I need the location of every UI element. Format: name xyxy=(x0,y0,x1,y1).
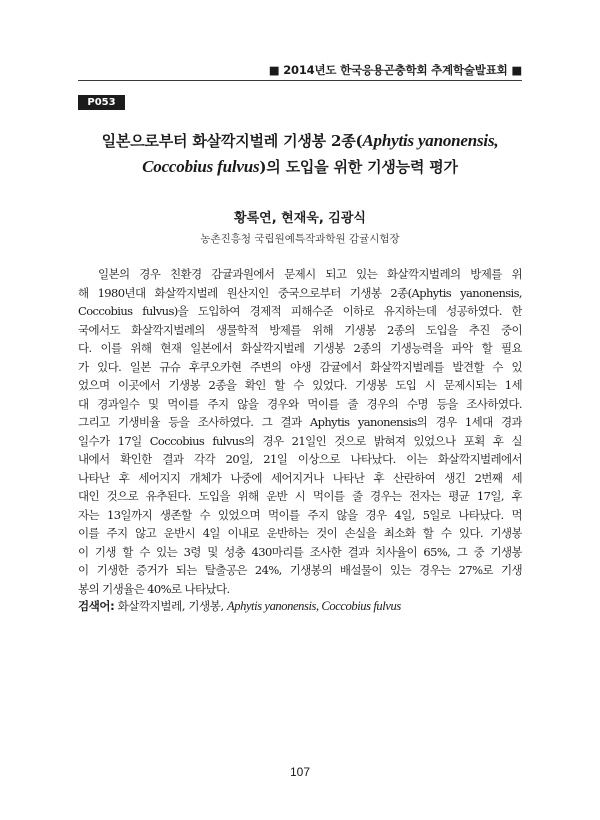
abstract-line: 해 1980년대 화살깍지벌레 원산지인 중국으로부터 기생봉 2종(Aphytis yanonensis, xyxy=(78,285,522,300)
abstract-line: 가 있다. 일본 규슈 후쿠오카현 주변의 야생 감귤에서 화살깍지벌레를 발견할 수 있 xyxy=(78,359,522,374)
abstract-line: 이를 주지 않고 운반시 4일 이내로 운반하는 것이 손실을 최소화 할 수 있다. 기생봉 xyxy=(78,526,522,540)
page-number: 107 xyxy=(289,765,311,779)
authors: 황록연, 현재욱, 김광식 xyxy=(234,211,366,226)
abstract-line: 봉의 기생율은 40%로 나타났다. xyxy=(78,581,230,596)
abstract-line: 일본의 경우 친환경 감귤과원에서 문제시 되고 있는 화살깍지벌레의 방제를 위 xyxy=(98,267,522,281)
abstract-line: 나타난 후 세어지지 개체가 나중에 세어지거나 나타난 후 산란하여 생긴 2번째 세 xyxy=(78,470,522,485)
title-suffix: )의 도입을 위한 기생능력 평가 xyxy=(259,158,458,176)
abstract-line: 이 기생 할 수 있는 3령 및 성충 430마리를 조사한 결과 치사율이 65%, 그 중 기생봉 xyxy=(78,544,522,559)
abstract-line: 다. 이를 위해 현재 일본에서 화살깍지벌레 기생봉 2종의 기생능력을 파악 할 필요 xyxy=(78,341,522,355)
paper-code-badge: P053 xyxy=(78,95,125,110)
header-divider xyxy=(78,80,522,81)
abstract-line: 내에서 확인한 결과 각각 20일, 21일 이상으로 나타났다. 이는 화살깍지벌레에서 xyxy=(78,452,522,466)
title-line-2 xyxy=(78,154,522,180)
title-prefix: 일본으로부터 화살깍지벌레 기생봉 2종( xyxy=(101,132,363,150)
abstract-line: 대인 것으로 유추된다. 도입을 위해 운반 시 먹이를 줄 경우는 전자는 평균 17일, 후 xyxy=(78,489,522,503)
paper-title xyxy=(78,128,522,180)
keywords-label: 검색어: xyxy=(78,599,115,613)
abstract-line: 그리고 기생비율 등을 조사하였다. 그 결과 Aphytis yanonensis의 경우 1세대 경과 xyxy=(78,415,522,429)
abstract-line: 이 기생한 증거가 되는 탈출공은 24%, 기생봉의 배설물이 있는 경우는 27%로 기생 xyxy=(78,563,522,577)
title-line-1 xyxy=(78,128,522,154)
keywords xyxy=(78,598,522,614)
abstract-line: Coccobius fulvus)을 도입하여 경제적 피해수준 이하로 유지하는데 성공하였다. 한 xyxy=(78,304,522,318)
keywords-species: Aphytis yanonensis, Coccobius fulvus xyxy=(227,599,401,613)
title-species-2: Coccobius fulvus xyxy=(142,157,260,176)
abstract-line: 일수가 17일 Coccobius fulvus의 경우 21일인 것으로 밝혀져 있었으나 포획 후 실 xyxy=(78,433,522,448)
abstract-line: 국에서도 화살깍지벌레의 생물학적 방제를 위해 기생봉 2종의 도입을 추진 중이 xyxy=(78,322,522,337)
affiliation: 농촌진흥청 국립원예특작과학원 감귤시험장 xyxy=(200,233,400,245)
abstract-body xyxy=(78,265,522,598)
abstract-line: 대 경과일수 및 먹이를 주지 않을 경우와 먹이를 줄 경우의 수명 등을 조사하였다. xyxy=(78,396,522,411)
abstract-line: 었으며 이곳에서 기생봉 2종을 확인 할 수 있었다. 기생봉 도입 시 문제시되는 1세 xyxy=(78,378,522,392)
abstract-line: 자는 13일까지 생존할 수 있었으며 먹이를 주지 않을 경우 4일, 5일로 나타났다. 먹 xyxy=(78,507,522,522)
keywords-korean: 화살깍지벌레, 기생봉, xyxy=(117,599,224,613)
title-species-1: Aphytis yanonensis, xyxy=(362,131,499,150)
conference-header: ■ 2014년도 한국응용곤충학회 추계학술발표회 ■ xyxy=(268,63,522,77)
